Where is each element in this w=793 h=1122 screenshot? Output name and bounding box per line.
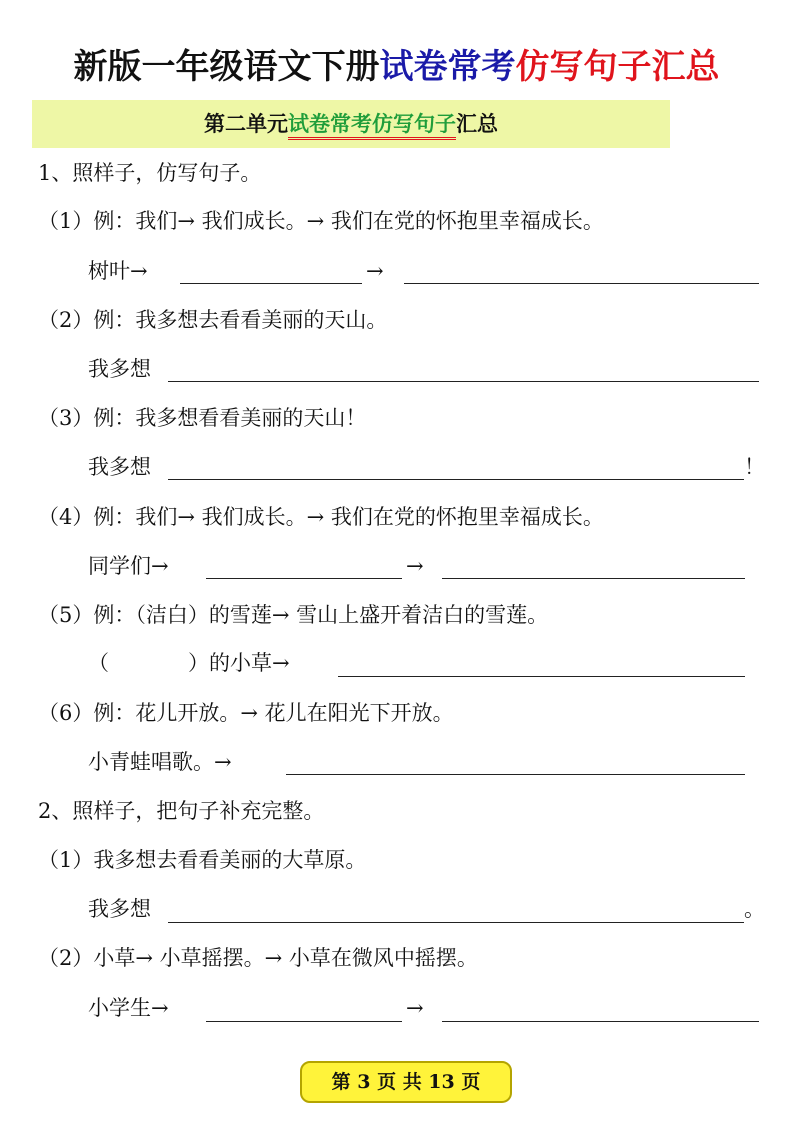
s2q1-example: （1）我多想去看看美丽的大草原。 — [38, 848, 367, 872]
s2q2-example: （2）小草→ 小草摇摆。→ 小草在微风中摇摆。 — [38, 946, 478, 970]
q1-example: （1）例：我们→ 我们成长。→ 我们在党的怀抱里幸福成长。 — [38, 209, 604, 233]
q4-arrow: → — [406, 554, 424, 578]
page-number-badge: 第 3 页 共 13 页 — [300, 1061, 512, 1103]
q5-blank[interactable] — [338, 676, 745, 677]
s2q2-blank-2[interactable] — [442, 1021, 759, 1022]
q6-blank[interactable] — [286, 774, 745, 775]
q1-arrow: → — [366, 259, 384, 283]
s2q1-prompt: 我多想 — [88, 897, 151, 921]
s2q2-prompt: 小学生→ — [88, 996, 169, 1020]
q5-open-paren: （ — [88, 651, 109, 675]
q2-blank[interactable] — [168, 381, 759, 382]
q1-blank-1[interactable] — [180, 283, 362, 284]
s2q1-blank[interactable] — [168, 922, 744, 923]
q2-prompt: 我多想 — [88, 357, 151, 381]
q1-blank-2[interactable] — [404, 283, 759, 284]
banner-part-2: 试卷常考仿写句子 — [288, 112, 456, 140]
q5-example: （5）例：（洁白）的雪莲→ 雪山上盛开着洁白的雪莲。 — [38, 603, 549, 627]
section-banner — [32, 100, 670, 148]
title-part-1: 新版一年级语文下册 — [73, 47, 380, 87]
q4-blank-2[interactable] — [442, 578, 745, 579]
section-1-heading: 1、照样子，仿写句子。 — [38, 161, 262, 185]
q3-blank[interactable] — [168, 479, 744, 480]
banner-part-1: 第二单元 — [204, 112, 288, 136]
q3-example: （3）例：我多想看看美丽的天山！ — [38, 406, 367, 430]
title-part-3: 仿写句子汇总 — [515, 47, 720, 87]
q4-prompt: 同学们→ — [88, 554, 169, 578]
title-part-2: 试卷常考 — [379, 47, 516, 87]
q4-blank-1[interactable] — [206, 578, 402, 579]
banner-part-3: 汇总 — [456, 112, 498, 136]
q2-example: （2）例：我多想去看看美丽的天山。 — [38, 308, 388, 332]
q6-example: （6）例：花儿开放。→ 花儿在阳光下开放。 — [38, 701, 454, 725]
q6-prompt: 小青蛙唱歌。→ — [88, 750, 232, 774]
s2q2-arrow: → — [406, 996, 424, 1020]
q3-end: ！ — [744, 455, 765, 479]
q1-prompt: 树叶→ — [88, 259, 148, 283]
q4-example: （4）例：我们→ 我们成长。→ 我们在党的怀抱里幸福成长。 — [38, 505, 604, 529]
q3-prompt: 我多想 — [88, 455, 151, 479]
page-title — [0, 42, 793, 92]
s2q2-blank-1[interactable] — [206, 1021, 402, 1022]
s2q1-end: 。 — [744, 897, 765, 921]
q5-prompt: ）的小草→ — [188, 651, 290, 675]
section-2-heading: 2、照样子，把句子补充完整。 — [38, 799, 325, 823]
